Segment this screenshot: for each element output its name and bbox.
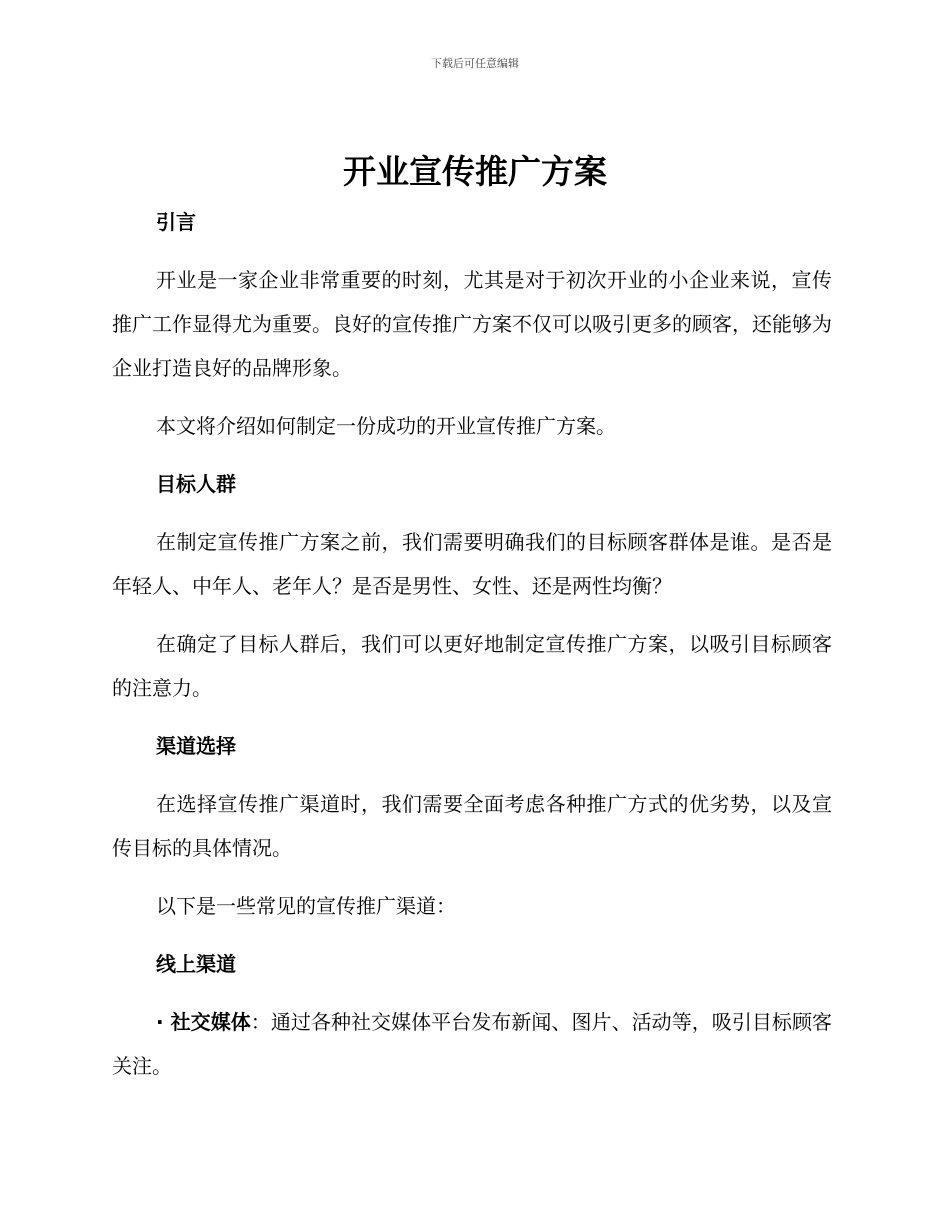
target-paragraph-2: 在确定了目标人群后，我们可以更好地制定宣传推广方案，以吸引目标顾客的注意力。 — [112, 632, 832, 700]
bullet-term: · 社交媒体 — [156, 1010, 251, 1034]
document-title: 开业宣传推广方案 — [343, 152, 607, 191]
bullet-item-social-media — [112, 1000, 832, 1088]
section-heading-intro: 引言 — [156, 210, 196, 234]
section-heading-channels: 渠道选择 — [156, 734, 236, 758]
document-body — [112, 200, 832, 1102]
section-heading-target: 目标人群 — [156, 472, 236, 496]
target-paragraph-1: 在制定宣传推广方案之前，我们需要明确我们的目标顾客群体是谁。是否是年轻人、中年人、老年人？是否是男性、女性、还是两性均衡？ — [112, 530, 832, 598]
intro-paragraph-2: 本文将介绍如何制定一份成功的开业宣传推广方案。 — [156, 414, 616, 438]
intro-paragraph-1: 开业是一家企业非常重要的时刻，尤其是对于初次开业的小企业来说，宣传推广工作显得尤为重要。良好的宣传推广方案不仅可以吸引更多的顾客，还能够为企业打造良好的品牌形象。 — [112, 268, 832, 380]
section-heading-online: 线上渠道 — [156, 952, 236, 976]
bullet-text: ：通过各种社交媒体平台发布新闻、图片、活动等，吸引目标顾客关注。 — [112, 1010, 833, 1078]
header-note: 下载后可任意编辑 — [431, 57, 519, 70]
channels-paragraph-2: 以下是一些常见的宣传推广渠道： — [156, 894, 456, 918]
channels-paragraph-1: 在选择宣传推广渠道时，我们需要全面考虑各种推广方式的优劣势，以及宣传目标的具体情况。 — [112, 792, 832, 860]
